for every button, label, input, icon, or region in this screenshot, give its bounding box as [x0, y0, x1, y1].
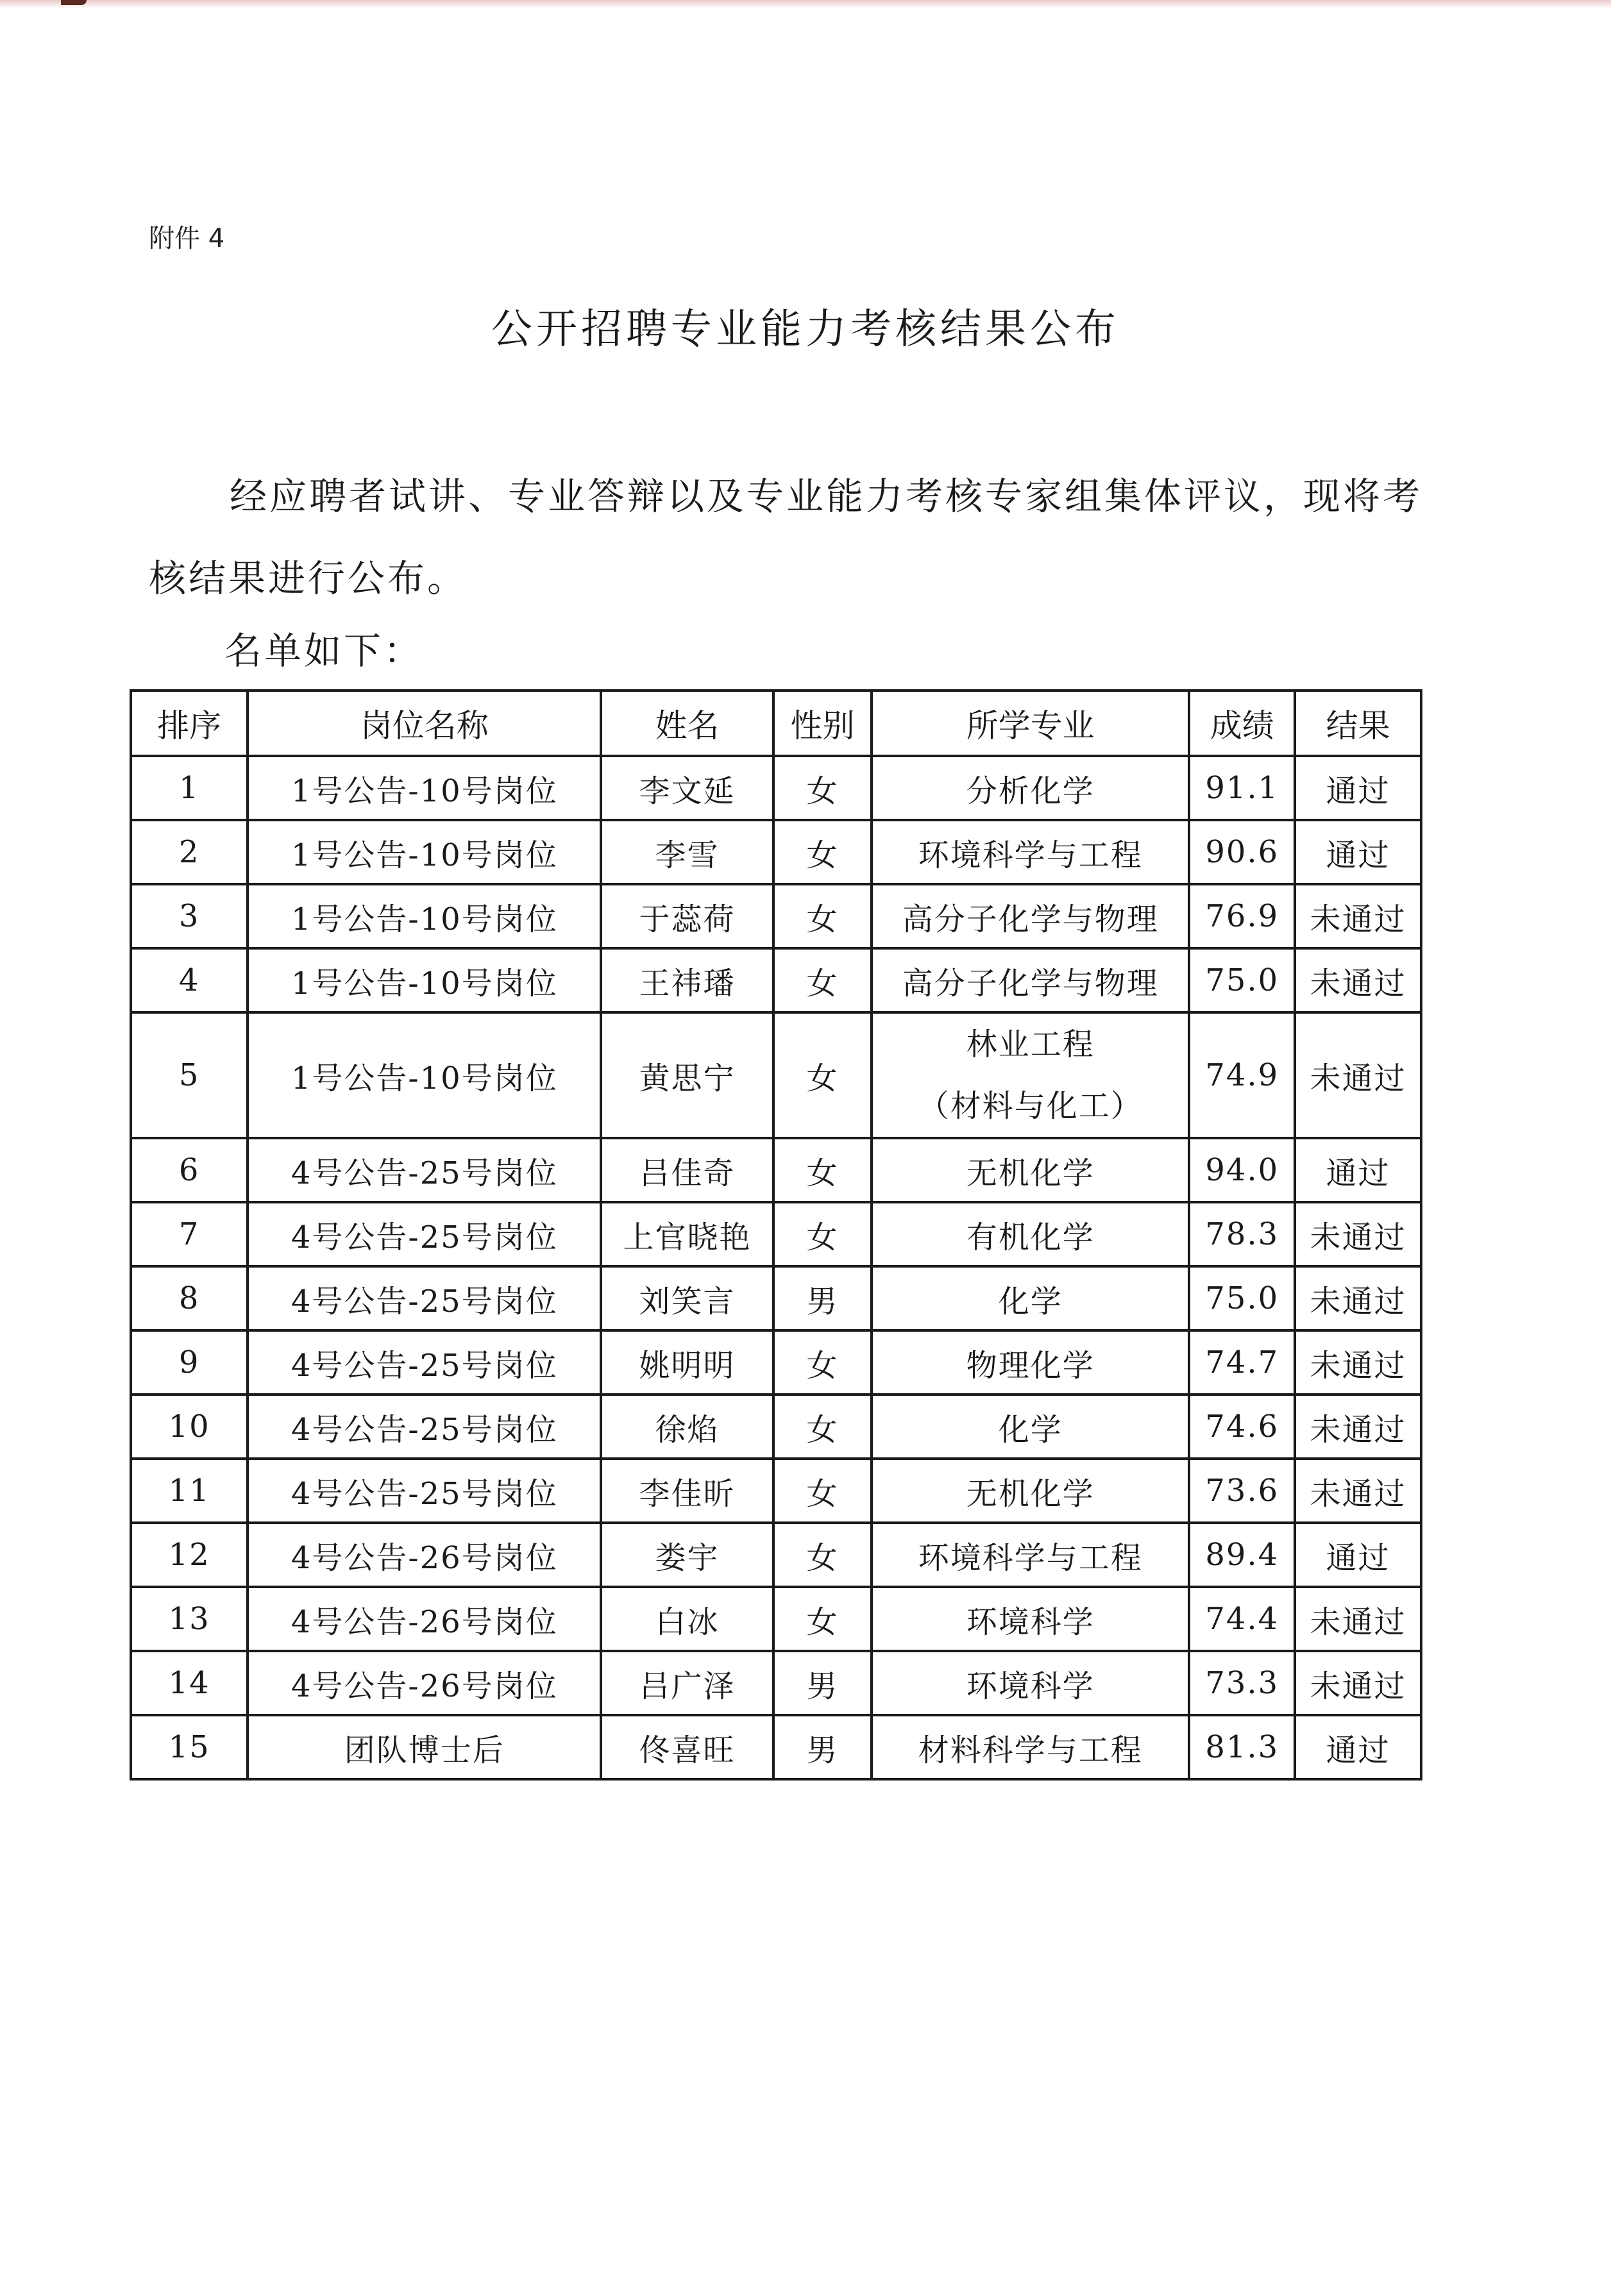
name-cell: 刘笑言	[601, 1266, 773, 1330]
header-major: 所学专业	[872, 691, 1189, 756]
rank-cell: 2	[131, 820, 248, 884]
name-cell: 李佳昕	[601, 1459, 773, 1523]
rank-cell: 5	[131, 1012, 248, 1138]
result-cell: 通过	[1295, 1523, 1421, 1587]
name-cell: 王祎璠	[601, 948, 773, 1012]
score-cell: 75.0	[1189, 1266, 1295, 1330]
rank-cell: 3	[131, 884, 248, 948]
rank-cell: 14	[131, 1651, 248, 1715]
gender-cell: 女	[773, 1587, 872, 1651]
result-cell: 未通过	[1295, 1202, 1421, 1266]
result-cell: 未通过	[1295, 1395, 1421, 1459]
list-label: 名单如下：	[224, 629, 424, 673]
intro-paragraph: 经应聘者试讲、专业答辩以及专业能力考核专家组集体评议，现将考核结果进行公布。	[149, 474, 1423, 600]
position-cell: 4号公告-26号岗位	[248, 1651, 601, 1715]
header-position: 岗位名称	[248, 691, 601, 756]
name-cell: 于蕊荷	[601, 884, 773, 948]
table-row	[131, 1459, 1421, 1523]
header-result: 结果	[1295, 691, 1421, 756]
results-table	[130, 689, 1422, 1781]
name-cell: 李雪	[601, 820, 773, 884]
gender-cell: 女	[773, 1330, 872, 1395]
result-cell: 未通过	[1295, 948, 1421, 1012]
rank-cell: 8	[131, 1266, 248, 1330]
name-cell: 吕广泽	[601, 1651, 773, 1715]
table-row	[131, 756, 1421, 820]
score-cell: 73.3	[1189, 1651, 1295, 1715]
major-cell: 环境科学与工程	[872, 820, 1189, 884]
table-row	[131, 1715, 1421, 1779]
result-cell: 未通过	[1295, 1459, 1421, 1523]
score-cell: 74.7	[1189, 1330, 1295, 1395]
score-cell: 74.4	[1189, 1587, 1295, 1651]
rank-cell: 15	[131, 1715, 248, 1779]
position-cell: 1号公告-10号岗位	[248, 756, 601, 820]
position-cell: 4号公告-25号岗位	[248, 1459, 601, 1523]
major-cell: 环境科学与工程	[872, 1523, 1189, 1587]
gender-cell: 女	[773, 820, 872, 884]
document-title: 公开招聘专业能力考核结果公布	[491, 306, 1120, 353]
result-cell: 通过	[1295, 756, 1421, 820]
gender-cell: 女	[773, 1395, 872, 1459]
rank-cell: 11	[131, 1459, 248, 1523]
result-cell: 通过	[1295, 1715, 1421, 1779]
name-cell: 佟喜旺	[601, 1715, 773, 1779]
major-line-1: 林业工程	[966, 1026, 1095, 1062]
score-cell: 94.0	[1189, 1138, 1295, 1202]
name-cell: 黄思宁	[601, 1012, 773, 1138]
name-cell: 吕佳奇	[601, 1138, 773, 1202]
position-cell: 4号公告-25号岗位	[248, 1330, 601, 1395]
major-cell: 化学	[872, 1266, 1189, 1330]
result-cell: 未通过	[1295, 884, 1421, 948]
name-cell: 姚明明	[601, 1330, 773, 1395]
header-name: 姓名	[601, 691, 773, 756]
gender-cell: 女	[773, 1523, 872, 1587]
table-row	[131, 1266, 1421, 1330]
rank-cell: 9	[131, 1330, 248, 1395]
position-cell: 4号公告-26号岗位	[248, 1523, 601, 1587]
score-cell: 74.9	[1189, 1012, 1295, 1138]
position-cell: 4号公告-25号岗位	[248, 1202, 601, 1266]
gender-cell: 女	[773, 1459, 872, 1523]
position-cell: 4号公告-25号岗位	[248, 1138, 601, 1202]
result-cell: 未通过	[1295, 1651, 1421, 1715]
major-cell: 高分子化学与物理	[872, 884, 1189, 948]
major-cell: 无机化学	[872, 1138, 1189, 1202]
scan-artifact-edge	[0, 0, 1611, 9]
table-header-row	[131, 691, 1421, 756]
position-cell: 1号公告-10号岗位	[248, 1012, 601, 1138]
position-cell: 团队博士后	[248, 1715, 601, 1779]
table-row	[131, 1012, 1421, 1138]
score-cell: 90.6	[1189, 820, 1295, 884]
score-cell: 74.6	[1189, 1395, 1295, 1459]
gender-cell: 女	[773, 1138, 872, 1202]
major-cell	[872, 1012, 1189, 1138]
major-cell: 有机化学	[872, 1202, 1189, 1266]
result-cell: 通过	[1295, 1138, 1421, 1202]
major-line-2: （材料与化工）	[918, 1088, 1143, 1124]
table-row	[131, 948, 1421, 1012]
rank-cell: 10	[131, 1395, 248, 1459]
rank-cell: 12	[131, 1523, 248, 1587]
rank-cell: 4	[131, 948, 248, 1012]
gender-cell: 男	[773, 1715, 872, 1779]
gender-cell: 女	[773, 948, 872, 1012]
table-row	[131, 1330, 1421, 1395]
table-row	[131, 1395, 1421, 1459]
score-cell: 75.0	[1189, 948, 1295, 1012]
table-row	[131, 1202, 1421, 1266]
name-cell: 白冰	[601, 1587, 773, 1651]
result-cell: 通过	[1295, 820, 1421, 884]
name-cell: 徐焰	[601, 1395, 773, 1459]
rank-cell: 13	[131, 1587, 248, 1651]
major-cell: 分析化学	[872, 756, 1189, 820]
position-cell: 1号公告-10号岗位	[248, 948, 601, 1012]
rank-cell: 1	[131, 756, 248, 820]
table-row	[131, 1651, 1421, 1715]
gender-cell: 男	[773, 1651, 872, 1715]
result-cell: 未通过	[1295, 1330, 1421, 1395]
score-cell: 81.3	[1189, 1715, 1295, 1779]
score-cell: 91.1	[1189, 756, 1295, 820]
table-row	[131, 1587, 1421, 1651]
table-row	[131, 820, 1421, 884]
major-cell: 环境科学	[872, 1587, 1189, 1651]
position-cell: 1号公告-10号岗位	[248, 884, 601, 948]
position-cell: 4号公告-25号岗位	[248, 1395, 601, 1459]
scan-artifact-corner	[61, 0, 87, 5]
header-rank: 排序	[131, 691, 248, 756]
score-cell: 78.3	[1189, 1202, 1295, 1266]
table-row	[131, 1523, 1421, 1587]
name-cell: 上官晓艳	[601, 1202, 773, 1266]
rank-cell: 7	[131, 1202, 248, 1266]
header-gender: 性别	[773, 691, 872, 756]
gender-cell: 女	[773, 756, 872, 820]
gender-cell: 男	[773, 1266, 872, 1330]
score-cell: 76.9	[1189, 884, 1295, 948]
position-cell: 1号公告-10号岗位	[248, 820, 601, 884]
position-cell: 4号公告-25号岗位	[248, 1266, 601, 1330]
major-cell: 无机化学	[872, 1459, 1189, 1523]
header-score: 成绩	[1189, 691, 1295, 756]
position-cell: 4号公告-26号岗位	[248, 1587, 601, 1651]
score-cell: 73.6	[1189, 1459, 1295, 1523]
gender-cell: 女	[773, 1202, 872, 1266]
gender-cell: 女	[773, 1012, 872, 1138]
major-cell: 物理化学	[872, 1330, 1189, 1395]
gender-cell: 女	[773, 884, 872, 948]
result-cell: 未通过	[1295, 1587, 1421, 1651]
major-cell: 化学	[872, 1395, 1189, 1459]
result-cell: 未通过	[1295, 1266, 1421, 1330]
major-cell: 环境科学	[872, 1651, 1189, 1715]
major-cell: 材料科学与工程	[872, 1715, 1189, 1779]
name-cell: 娄宇	[601, 1523, 773, 1587]
rank-cell: 6	[131, 1138, 248, 1202]
table-row	[131, 1138, 1421, 1202]
major-cell: 高分子化学与物理	[872, 948, 1189, 1012]
score-cell: 89.4	[1189, 1523, 1295, 1587]
table-row	[131, 884, 1421, 948]
attachment-label: 附件 4	[149, 224, 225, 253]
name-cell: 李文延	[601, 756, 773, 820]
result-cell: 未通过	[1295, 1012, 1421, 1138]
